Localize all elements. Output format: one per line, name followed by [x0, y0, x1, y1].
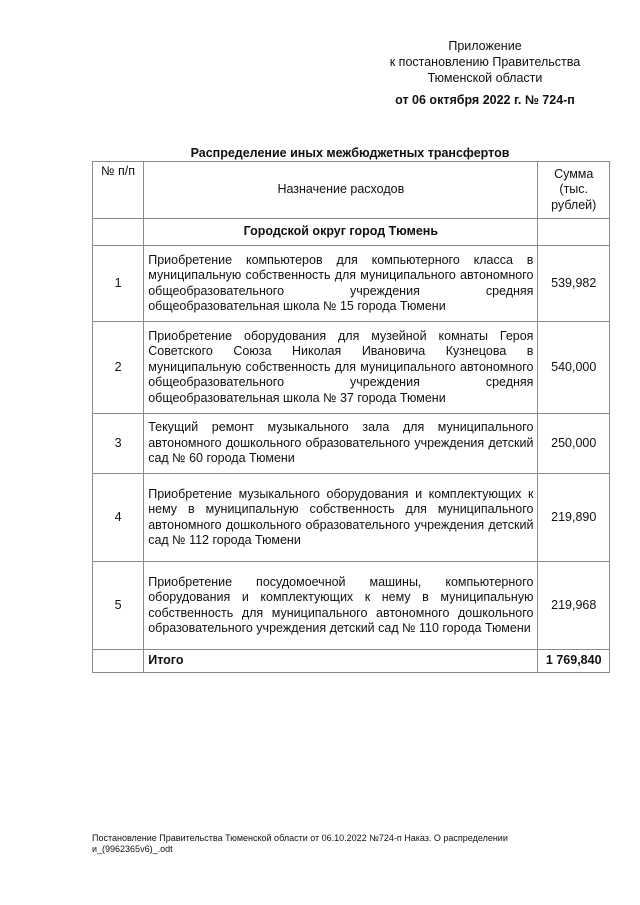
row-number: 1	[93, 246, 144, 322]
header-line-resolution: к постановлению Правительства	[389, 55, 581, 69]
row-sum: 250,000	[538, 414, 610, 474]
header-decree-date: от 06 октября 2022 г. № 724-п	[395, 93, 575, 107]
table-row	[93, 474, 610, 562]
total-sum: 1 769,840	[538, 650, 610, 673]
total-empty-cell	[93, 650, 144, 673]
row-purpose: Приобретение компьютеров для компьютерного класса в муниципальную собственность для муниципального автономного общеобразовательного учреждения средняя общеобразовательная школа № 15 города Тюмени	[144, 246, 538, 322]
transfers-table	[92, 161, 610, 673]
table-row	[93, 322, 610, 414]
row-sum: 539,982	[538, 246, 610, 322]
table-row	[93, 414, 610, 474]
header-col-sum: Сумма (тыс. рублей)	[538, 162, 610, 219]
table-header-row	[93, 162, 610, 219]
row-number: 3	[93, 414, 144, 474]
total-label: Итого	[144, 650, 538, 673]
header-line-region: Тюменской области	[427, 71, 543, 85]
document-header	[360, 38, 610, 108]
row-purpose: Приобретение музыкального оборудования и комплектующих к нему в муниципальную собственность для муниципального автономного дошкольного образовательного учреждения детский сад № 112 города Тюмени	[144, 474, 538, 562]
group-title: Городской округ город Тюмень	[144, 219, 538, 246]
group-row	[93, 219, 610, 246]
row-sum: 219,890	[538, 474, 610, 562]
total-row	[93, 650, 610, 673]
row-sum: 540,000	[538, 322, 610, 414]
row-number: 2	[93, 322, 144, 414]
document-footer: Постановление Правительства Тюменской области от 06.10.2022 №724-п Наказ. О распределении и_(9962365v6)_.odt	[92, 833, 508, 854]
row-purpose: Приобретение посудомоечной машины, компьютерного оборудования и комплектующих к нему в муниципальную собственность для муниципального автономного дошкольного образовательного учреждения детский сад № 110 города Тюмени	[144, 562, 538, 650]
row-number: 5	[93, 562, 144, 650]
header-col-purpose: Назначение расходов	[144, 162, 538, 219]
group-empty-cell	[93, 219, 144, 246]
table-row	[93, 562, 610, 650]
table-row	[93, 246, 610, 322]
row-purpose: Текущий ремонт музыкального зала для муниципального автономного дошкольного образовательного учреждения детский сад № 60 города Тюмени	[144, 414, 538, 474]
row-sum: 219,968	[538, 562, 610, 650]
row-number: 4	[93, 474, 144, 562]
group-empty-sum	[538, 219, 610, 246]
row-purpose: Приобретение оборудования для музейной комнаты Героя Советского Союза Николая Ивановича Кузнецова в муниципальную собственность для муниципального автономного общеобразовательного учреждения средняя общеобразовательная школа № 37 города Тюмени	[144, 322, 538, 414]
document-title: Распределение иных межбюджетных трансфертов	[190, 146, 510, 160]
header-line-appendix: Приложение	[448, 39, 522, 53]
header-col-number: № п/п	[93, 162, 144, 219]
